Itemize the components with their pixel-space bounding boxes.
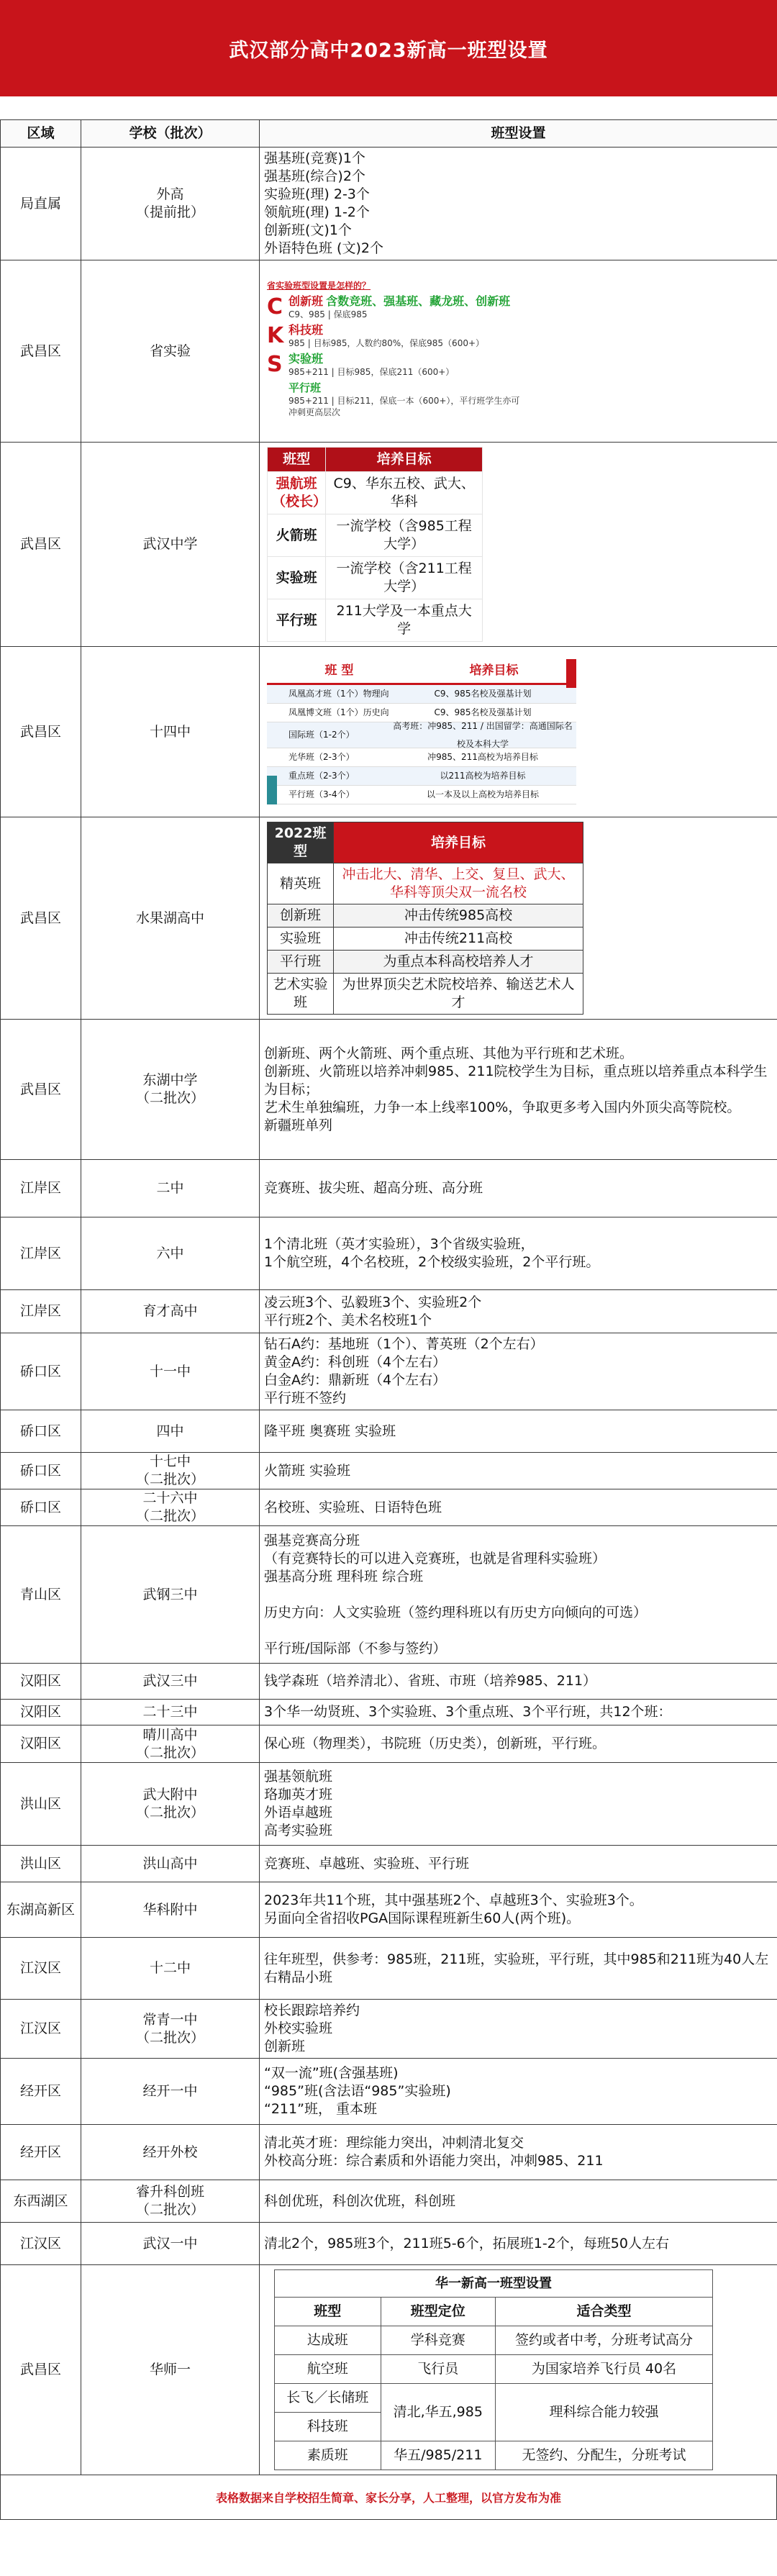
school-cell — [81, 260, 260, 443]
table-row — [1, 1453, 777, 1489]
table-row — [1, 2180, 777, 2223]
school-cell — [81, 1725, 260, 1763]
district-cell: 武昌区 — [1, 260, 81, 443]
class-setting-cell — [260, 2223, 777, 2265]
school-cell — [81, 1489, 260, 1526]
district-cell: 汉阳区 — [1, 1700, 81, 1725]
school-name: 外高 — [156, 186, 184, 202]
class-setting-cell — [260, 1453, 777, 1489]
class-setting-line: 保心班（物理类），书院班（历史类），创新班，平行班。 — [264, 1736, 606, 1751]
district-cell: 硚口区 — [1, 1489, 81, 1526]
school-name: 睿升科创班 — [135, 2184, 204, 2200]
title-banner — [0, 0, 777, 96]
class-goal: C9、985名校及强基计划 — [434, 707, 532, 717]
class-setting-cell — [260, 2125, 777, 2180]
district-cell: 硚口区 — [1, 1453, 81, 1489]
class-setting-cell — [260, 2265, 777, 2475]
class-name: 创新班 — [288, 294, 324, 308]
class-setting-cell — [260, 1700, 777, 1725]
school-batch: （二批次） — [135, 2029, 204, 2046]
class-setting-line: “211”班， 重本班 — [264, 2101, 377, 2117]
table-row — [1, 1290, 777, 1333]
class-name: 实验班 — [268, 928, 334, 951]
card-question: 省实验班型设置是怎样的？ — [267, 281, 371, 291]
spacer — [0, 96, 777, 119]
school-cell — [81, 2125, 260, 2180]
class-name: 实验班 — [288, 352, 324, 366]
class-position: 飞行员 — [381, 2355, 496, 2384]
district-cell: 经开区 — [1, 2125, 81, 2180]
class-setting-cell — [260, 2000, 777, 2059]
class-item-k — [267, 325, 522, 349]
class-goal: 为重点本科高校培养人才 — [334, 951, 583, 974]
class-name: 平行班（3-4个） — [288, 789, 355, 799]
class-name: 平行班 — [268, 951, 334, 974]
class-desc: 985 | 目标985，人数约80%，保底985（600+） — [288, 338, 485, 348]
school-cell — [81, 1526, 260, 1664]
class-setting-line: 白金A约：鼎新班（4个左右） — [264, 1372, 447, 1388]
class-goal: 冲击北大、清华、上交、复旦、武大、华科等顶尖双一流名校 — [334, 863, 583, 904]
class-name: 精英班 — [268, 863, 334, 904]
class-setting-line: 平行班2个、美术名校班1个 — [264, 1312, 432, 1328]
class-setting-cell — [260, 1290, 777, 1333]
table-row — [1, 1763, 777, 1846]
footer-text: 表格数据来自学校招生简章、家长分享，人工整理，以官方发布为准 — [215, 2491, 561, 2505]
class-setting-line: 领航班(理) 1-2个 — [264, 204, 370, 220]
card-title: 华一新高一班型设置 — [275, 2270, 713, 2298]
school-name: 水果湖高中 — [135, 910, 204, 926]
district-cell: 洪山区 — [1, 1846, 81, 1882]
decor-corner — [267, 776, 277, 804]
class-setting-line: 黄金A约：科创班（4个左右） — [264, 1354, 447, 1370]
school-name: 十二中 — [149, 1960, 191, 1976]
table-row — [1, 647, 777, 817]
school-name: 华师一 — [149, 2362, 191, 2377]
card-header: 培养目标 — [469, 663, 519, 678]
card-header: 班 型 — [324, 663, 354, 678]
class-setting-cell — [260, 1217, 777, 1290]
school-name: 常青一中 — [142, 2011, 198, 2028]
school-cell — [81, 1882, 260, 1938]
table-row — [1, 1410, 777, 1453]
table-row — [1, 817, 777, 1020]
class-setting-cell — [260, 1526, 777, 1664]
class-setting-line: 创新班、火箭班以培养冲刺985、211院校学生为目标，重点班以培养重点本科学生 — [264, 1063, 768, 1079]
school-name: 二十六中 — [142, 1490, 198, 1506]
class-setting-line: 新疆班单列 — [264, 1117, 333, 1133]
district-cell: 局直属 — [1, 148, 81, 260]
class-setting-table — [0, 119, 777, 2475]
table-row — [1, 1217, 777, 1290]
school-cell — [81, 1020, 260, 1160]
table-header-row — [1, 120, 777, 148]
district-cell: 武昌区 — [1, 443, 81, 647]
card-header: 培养目标 — [326, 448, 483, 472]
school-batch: （二批次） — [135, 1744, 204, 1761]
class-goal: 冲击传统985高校 — [334, 904, 583, 928]
class-setting-line: 强基领航班 — [264, 1769, 333, 1784]
class-setting-line: 创新班 — [264, 2038, 306, 2054]
class-setting-line: 校长跟踪培养约 — [264, 2003, 360, 2018]
table-row — [1, 1333, 777, 1410]
class-name: 航空班 — [275, 2355, 381, 2384]
school-cell — [81, 2180, 260, 2223]
class-position: 学科竞赛 — [381, 2326, 496, 2355]
table-row — [1, 2223, 777, 2265]
class-setting-line: 外校实验班 — [264, 2021, 333, 2036]
table-row — [1, 1526, 777, 1664]
class-setting-line: 平行班/国际部（不参与签约） — [264, 1640, 447, 1656]
class-setting-cell — [260, 1020, 777, 1160]
class-setting-line: 名校班、实验班、日语特色班 — [264, 1499, 442, 1515]
class-setting-line: 凌云班3个、弘毅班3个、实验班2个 — [264, 1294, 482, 1310]
school-name: 十四中 — [149, 723, 191, 740]
class-setting-line: （有竞赛特长的可以进入竞赛班，也就是省理科实验班） — [264, 1550, 606, 1566]
district-cell: 汉阳区 — [1, 1664, 81, 1700]
district-cell: 江汉区 — [1, 2223, 81, 2265]
class-suitable: 签约或者中考，分班考试高分 — [496, 2326, 713, 2355]
school-name: 华科附中 — [142, 1901, 198, 1918]
school-name: 武汉中学 — [142, 536, 198, 552]
school-cell — [81, 1290, 260, 1333]
class-position: 华五/985/211 — [381, 2441, 496, 2470]
class-setting-line: 创新班、两个火箭班、两个重点班、其他为平行班和艺术班。 — [264, 1045, 634, 1061]
class-setting-cell — [260, 1333, 777, 1410]
school-name: 经开外校 — [142, 2144, 198, 2160]
table-row — [1, 2265, 777, 2475]
table-row — [1, 1938, 777, 2000]
school-batch: （提前批） — [135, 204, 204, 220]
class-desc: 985+211 | 目标985，保底211（600+） — [288, 367, 455, 377]
district-cell: 武昌区 — [1, 817, 81, 1020]
district-cell: 青山区 — [1, 1526, 81, 1664]
class-name: 凤凰高才班（1个）物理向 — [288, 689, 389, 699]
class-setting-cell — [260, 1938, 777, 2000]
class-goal: 以211高校为培养目标 — [440, 771, 526, 781]
class-setting-cell — [260, 1725, 777, 1763]
card-header: 培养目标 — [334, 822, 583, 863]
school-cell — [81, 1763, 260, 1846]
table-row — [1, 1846, 777, 1882]
district-cell: 东西湖区 — [1, 2180, 81, 2223]
table-row — [1, 1020, 777, 1160]
table-row — [1, 1160, 777, 1217]
class-goal: 冲985、211高校为培养目标 — [427, 752, 538, 762]
class-goal: 为世界顶尖艺术院校培养、输送艺术人才 — [334, 974, 583, 1015]
school-cell — [81, 1664, 260, 1700]
class-setting-line: 1个清北班（英才实验班），3个省级实验班， — [264, 1236, 535, 1252]
table-row — [1, 260, 777, 443]
school-name: 经开一中 — [142, 2083, 198, 2099]
class-setting-line: 3个华一幼贤班、3个实验班、3个重点班、3个平行班，共12个班： — [264, 1704, 672, 1720]
school-cell — [81, 443, 260, 647]
class-name: 实验班 — [268, 557, 326, 599]
class-suitable: 无签约、分配生，分班考试 — [496, 2441, 713, 2470]
district-cell: 武昌区 — [1, 1020, 81, 1160]
table-row — [1, 2000, 777, 2059]
class-note: 含数竞班、强基班、藏龙班、创新班 — [326, 294, 511, 308]
school-name: 省实验 — [149, 343, 191, 359]
class-setting-line: 平行班不签约 — [264, 1390, 347, 1406]
class-name: 国际班（1-2个） — [288, 730, 355, 740]
class-letter: C — [267, 294, 283, 319]
class-setting-line: 1个航空班，4个名校班，2个校级实验班，2个平行班。 — [264, 1254, 600, 1270]
class-goal: 高考班：冲985、211 / 出国留学：高通国际名校及本科大学 — [393, 720, 573, 749]
class-name: 艺术实验班 — [268, 974, 334, 1015]
class-suitable: 理科综合能力较强 — [496, 2384, 713, 2441]
school-cell — [81, 2059, 260, 2125]
school-name: 六中 — [156, 1245, 184, 1261]
card-header: 适合类型 — [496, 2298, 713, 2326]
class-name: 科技班 — [288, 323, 324, 337]
district-cell: 武昌区 — [1, 2265, 81, 2475]
district-cell: 硚口区 — [1, 1410, 81, 1453]
school-cell — [81, 148, 260, 260]
table-body — [1, 148, 777, 2475]
class-name: 平行班 — [288, 381, 322, 394]
school-cell — [81, 2265, 260, 2475]
table-row — [1, 443, 777, 647]
class-setting-cell — [260, 148, 777, 260]
class-setting-line: 强基竞赛高分班 — [264, 1532, 360, 1548]
class-desc: 985+211 | 目标211，保底一本（600+），平行班学生亦可冲刺更高层次 — [288, 396, 520, 417]
shengshiyan-class-card — [267, 280, 522, 418]
school-cell — [81, 1160, 260, 1217]
school-cell — [81, 1938, 260, 2000]
class-letter: S — [267, 352, 283, 377]
school-cell — [81, 1217, 260, 1290]
table-row — [1, 148, 777, 260]
card-header: 班型定位 — [381, 2298, 496, 2326]
district-cell: 江汉区 — [1, 2000, 81, 2059]
class-setting-cell — [260, 1410, 777, 1453]
district-cell: 江岸区 — [1, 1217, 81, 1290]
class-setting-line: 科创优班，科创次优班，科创班 — [264, 2192, 456, 2209]
class-item-s — [267, 353, 522, 378]
footer-note — [0, 2475, 777, 2520]
class-setting-cell — [260, 647, 777, 817]
class-name: 创新班 — [268, 904, 334, 928]
school-name: 四中 — [156, 1423, 184, 1439]
school-name: 育才高中 — [142, 1303, 198, 1319]
class-setting-cell — [260, 1160, 777, 1217]
class-setting-line: 为目标； — [264, 1081, 319, 1097]
school-name: 武汉三中 — [142, 1673, 198, 1689]
decor-corner — [566, 659, 576, 688]
district-cell: 江岸区 — [1, 1290, 81, 1333]
class-setting-cell — [260, 2180, 777, 2223]
school-cell — [81, 1410, 260, 1453]
huashiyi-class-card — [274, 2269, 713, 2470]
card-header: 2022班型 — [268, 822, 334, 863]
school-cell — [81, 817, 260, 1020]
shisizhong-class-card — [267, 659, 576, 804]
table-row — [1, 1489, 777, 1526]
class-name: 科技班 — [275, 2413, 381, 2441]
class-setting-line: 高考实验班 — [264, 1823, 333, 1838]
class-name: 平行班 — [268, 599, 326, 642]
class-setting-line: “双一流”班(含强基班) — [264, 2065, 399, 2081]
district-cell: 硚口区 — [1, 1333, 81, 1410]
class-item-c — [267, 296, 522, 320]
class-setting-line: 另面向全省招收PGA国际课程班新生60人(两个班)。 — [264, 1910, 581, 1926]
school-name: 十一中 — [149, 1363, 191, 1379]
class-goal: 一流学校（含985工程大学） — [326, 514, 483, 557]
card-header: 班型 — [268, 448, 326, 472]
class-setting-line: 强基班(综合)2个 — [264, 168, 365, 184]
class-setting-cell — [260, 1489, 777, 1526]
class-setting-line — [264, 1586, 773, 1604]
class-setting-line: 钻石A约：基地班（1个）、菁英班（2个左右） — [264, 1336, 544, 1352]
class-letter: K — [267, 323, 284, 348]
school-name: 武大附中 — [142, 1787, 198, 1802]
district-cell: 武昌区 — [1, 647, 81, 817]
class-setting-cell — [260, 2059, 777, 2125]
class-setting-line: 竞赛班、卓越班、实验班、平行班 — [264, 1855, 470, 1872]
school-cell — [81, 2223, 260, 2265]
class-goal: 一流学校（含211工程大学） — [326, 557, 483, 599]
class-name: 光华班（2-3个） — [288, 752, 355, 762]
class-name: 长飞／长储班 — [275, 2384, 381, 2413]
page-title: 武汉部分高中2023新高一班型设置 — [229, 39, 548, 62]
school-batch: （二批次） — [135, 1508, 204, 1524]
school-name: 东湖中学 — [142, 1072, 198, 1088]
class-setting-line: 往年班型，供参考：985班，211班，实验班，平行班，其中985和211班为40人左 — [264, 1951, 769, 1967]
class-desc: C9、985 | 保底985 — [288, 309, 368, 319]
class-name: 凤凰博文班（1个）历史向 — [288, 707, 389, 717]
class-goal: C9、985名校及强基计划 — [434, 689, 532, 699]
class-position: 清北,华五,985 — [381, 2384, 496, 2441]
class-setting-line: 钱学森班（培养清北）、省班、市班（培养985、211） — [264, 1673, 597, 1689]
district-cell: 经开区 — [1, 2059, 81, 2125]
class-setting-line: 隆平班 奥赛班 实验班 — [264, 1423, 396, 1439]
class-name: 素质班 — [275, 2441, 381, 2470]
class-goal: 以一本及以上高校为培养目标 — [426, 789, 539, 799]
school-cell — [81, 1333, 260, 1410]
school-batch: （二批次） — [135, 1471, 204, 1487]
district-cell: 东湖高新区 — [1, 1882, 81, 1938]
class-setting-line: 艺术生单独编班，力争一本上线率100%，争取更多考入国内外顶尖高等院校。 — [264, 1099, 741, 1115]
school-name: 二十三中 — [142, 1704, 198, 1720]
class-goal: 211大学及一本重点大学 — [326, 599, 483, 642]
class-setting-cell — [260, 443, 777, 647]
class-name: 重点班（2-3个） — [288, 771, 355, 781]
class-goal: C9、华东五校、武大、华科 — [326, 472, 483, 514]
class-setting-line: “985”班(含法语“985”实验班) — [264, 2083, 451, 2099]
class-setting-cell — [260, 817, 777, 1020]
class-setting-line: 强基高分班 理科班 综合班 — [264, 1568, 424, 1584]
school-cell — [81, 1846, 260, 1882]
class-setting-line: 实验班(理) 2-3个 — [264, 186, 370, 202]
district-cell: 汉阳区 — [1, 1725, 81, 1763]
table-row — [1, 1882, 777, 1938]
school-name: 武钢三中 — [142, 1586, 198, 1602]
school-name: 十七中 — [149, 1453, 191, 1469]
class-setting-line: 珞珈英才班 — [264, 1787, 333, 1802]
school-batch: （二批次） — [135, 1805, 204, 1820]
school-batch: （二批次） — [135, 1090, 204, 1106]
class-setting-cell — [260, 260, 777, 443]
table-row — [1, 1700, 777, 1725]
class-setting-line: 历史方向：人文实验班（签约理科班以有历史方向倾向的可选） — [264, 1604, 648, 1620]
class-setting-line: 创新班(文)1个 — [264, 222, 352, 238]
class-name: 达成班 — [275, 2326, 381, 2355]
header-class-setting: 班型设置 — [260, 120, 777, 148]
table-row — [1, 2125, 777, 2180]
district-cell: 洪山区 — [1, 1763, 81, 1846]
school-name: 洪山高中 — [142, 1855, 198, 1872]
district-cell: 江汉区 — [1, 1938, 81, 2000]
card-header: 班型 — [275, 2298, 381, 2326]
class-setting-cell — [260, 1882, 777, 1938]
class-item-parallel — [267, 382, 522, 418]
class-setting-line: 外语卓越班 — [264, 1805, 333, 1820]
district-cell: 江岸区 — [1, 1160, 81, 1217]
school-cell — [81, 1453, 260, 1489]
school-name: 晴川高中 — [142, 1726, 198, 1743]
class-setting-cell — [260, 1763, 777, 1846]
school-cell — [81, 647, 260, 817]
header-school: 学校（批次） — [81, 120, 260, 148]
class-setting-line: 右精品小班 — [264, 1969, 333, 1985]
school-cell — [81, 2000, 260, 2059]
school-cell — [81, 1700, 260, 1725]
wuhan-middle-class-card — [267, 447, 483, 642]
school-batch: （二批次） — [135, 2202, 204, 2218]
shuiguohu-class-card — [267, 822, 583, 1015]
class-suitable: 为国家培养飞行员 40名 — [496, 2355, 713, 2384]
class-name: 强航班 （校长） — [268, 472, 326, 514]
class-setting-cell — [260, 1846, 777, 1882]
class-setting-line: 外语特色班 (文)2个 — [264, 240, 383, 256]
class-setting-line: 外校高分班：综合素质和外语能力突出，冲刺985、211 — [264, 2153, 604, 2169]
class-setting-cell — [260, 1664, 777, 1700]
class-name: 火箭班 — [268, 514, 326, 557]
class-setting-line: 竞赛班、拔尖班、超高分班、高分班 — [264, 1180, 483, 1196]
class-setting-line: 强基班(竞赛)1个 — [264, 150, 365, 166]
class-setting-line — [264, 1622, 773, 1640]
table-row — [1, 2059, 777, 2125]
header-district: 区域 — [1, 120, 81, 148]
class-setting-line: 2023年共11个班，其中强基班2个、卓越班3个、实验班3个。 — [264, 1892, 643, 1908]
table-row — [1, 1664, 777, 1700]
class-setting-line: 清北英才班：理综能力突出，冲刺清北复交 — [264, 2135, 524, 2151]
class-setting-line: 清北2个，985班3个，211班5-6个，拓展班1-2个，每班50人左右 — [264, 2235, 669, 2251]
school-name: 二中 — [156, 1180, 184, 1196]
school-name: 武汉一中 — [142, 2235, 198, 2251]
class-setting-line: 火箭班 实验班 — [264, 1462, 351, 1479]
class-goal: 冲击传统211高校 — [334, 928, 583, 951]
table-row — [1, 1725, 777, 1763]
